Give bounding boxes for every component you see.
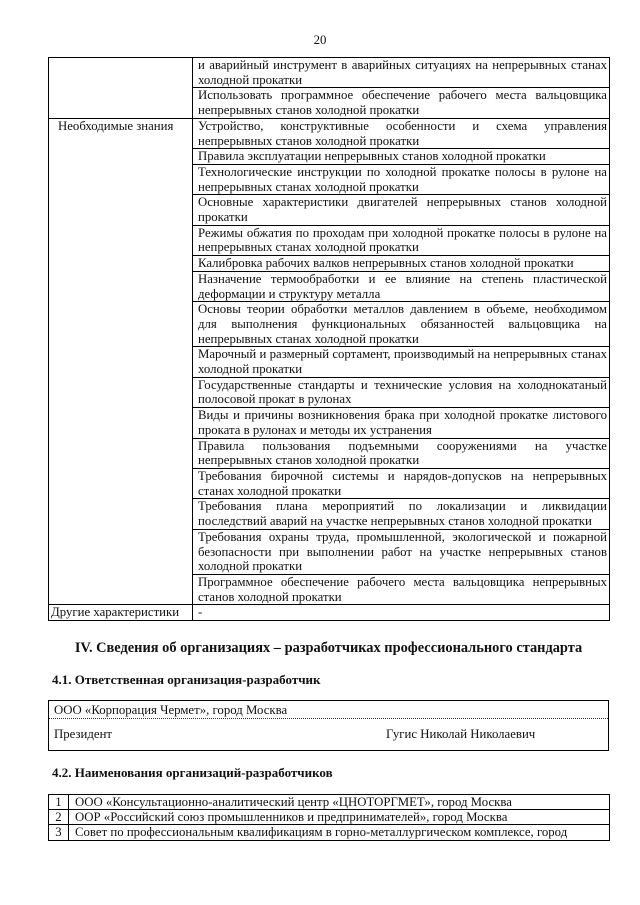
knowledge-item: Основы теории обработки металлов давлением в объеме, необходимом для выполнения функциональных обязанностей вальцовщика на непрерывных станах холодной прокатки xyxy=(193,302,610,347)
responsible-org-box xyxy=(48,700,609,751)
table-row xyxy=(49,810,610,825)
knowledge-item: Требования плана мероприятий по локализации и ликвидации последствий аварий на участке непрерывных станов холодной прокатки xyxy=(193,499,610,529)
knowledge-item: Основные характеристики двигателей непрерывных станов холодной прокатки xyxy=(193,195,610,225)
signatory-position: Президент xyxy=(54,727,113,741)
row-number: 3 xyxy=(49,825,69,840)
knowledge-item: Устройство, конструктивные особенности и схема управления непрерывных станов холодной прокатки xyxy=(193,118,610,148)
table-row xyxy=(49,605,610,621)
table-row xyxy=(49,118,610,148)
responsible-org-heading: 4.1. Ответственная организация-разработчик xyxy=(52,672,321,687)
knowledge-item: Технологические инструкции по холодной прокатке полосы в рулоне на непрерывных станах холодной прокатки xyxy=(193,164,610,194)
row-label-knowledge: Необходимые знания xyxy=(49,118,193,605)
knowledge-item: Виды и причины возникновения брака при холодной прокатке листового проката в рулонах и методы их устранения xyxy=(193,408,610,438)
table-row xyxy=(49,825,610,840)
knowledge-item: Калибровка рабочих валков непрерывных станов холодной прокатки xyxy=(193,256,610,272)
other-value: - xyxy=(193,605,610,621)
knowledge-item: Программное обеспечение рабочего места вальцовщика непрерывных станов холодной прокатки xyxy=(193,574,610,604)
signatory-name: Гугис Николай Николаевич xyxy=(386,727,536,741)
section-iv-heading: IV. Сведения об организациях – разработчиках профессионального стандарта xyxy=(74,640,583,656)
knowledge-item: Правила эксплуатации непрерывных станов холодной прокатки xyxy=(193,149,610,165)
knowledge-item: Правила пользования подъемными сооружениями на участке непрерывных станов холодной прокатки xyxy=(193,438,610,468)
developer-orgs-table xyxy=(48,794,610,841)
knowledge-item: Требования охраны труда, промышленной, экологической и пожарной безопасности при выполнении работ на участке непрерывных станов холодной прокатки xyxy=(193,529,610,574)
row-number: 2 xyxy=(49,810,69,825)
knowledge-item: Марочный и размерный сортамент, производимый на непрерывных станах холодной прокатки xyxy=(193,347,610,377)
divider xyxy=(49,718,608,719)
knowledge-item: Режимы обжатия по проходам при холодной прокатке полосы в рулоне на непрерывных станах холодной прокатки xyxy=(193,225,610,255)
row-number: 1 xyxy=(49,795,69,810)
developer-orgs-heading: 4.2. Наименования организаций-разработчиков xyxy=(52,765,333,780)
skills-table-body xyxy=(49,58,610,621)
organization-name: ООО «Консультационно-аналитический центр «ЦНОТОРГМЕТ», город Москва xyxy=(69,795,610,810)
table-row xyxy=(49,795,610,810)
knowledge-item: Государственные стандарты и технические условия на холоднокатаный полосовой прокат в рулонах xyxy=(193,377,610,407)
row-label-empty xyxy=(49,58,193,119)
page-number: 20 xyxy=(313,33,327,47)
skill-item: Использовать программное обеспечение рабочего места вальцовщика непрерывных станов холодной прокатки xyxy=(193,88,610,118)
row-label-other: Другие характеристики xyxy=(49,605,193,621)
organization-name: ООР «Российский союз промышленников и предпринимателей», город Москва xyxy=(69,810,610,825)
skill-item: и аварийный инструмент в аварийных ситуациях на непрерывных станах холодной прокатки xyxy=(193,58,610,88)
knowledge-item: Назначение термообработки и ее влияние на степень пластической деформации и структуру металла xyxy=(193,271,610,301)
table-row xyxy=(49,58,610,88)
organization-name: Совет по профессиональным квалификациям в горно-металлургическом комплексе, город xyxy=(69,825,610,840)
skills-table xyxy=(48,57,610,621)
responsible-org-name: ООО «Корпорация Чермет», город Москва xyxy=(54,703,288,717)
knowledge-item: Требования бирочной системы и нарядов-допусков на непрерывных станах холодной прокатки xyxy=(193,468,610,498)
